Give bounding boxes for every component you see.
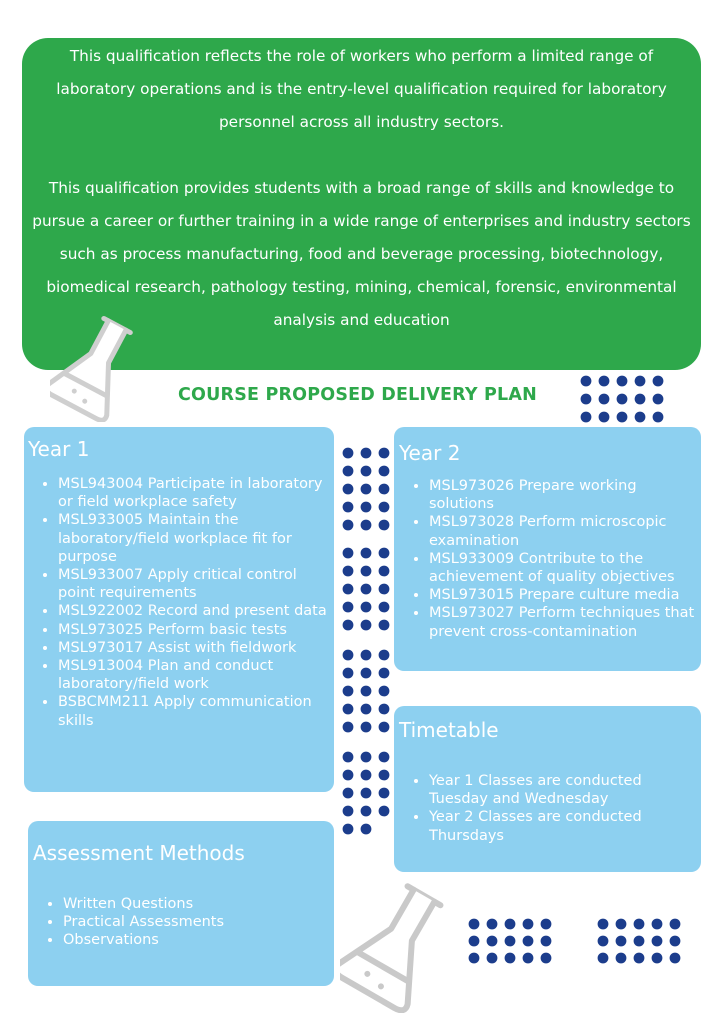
list-item: • MSL973028 Perform microscopic examination: [429, 513, 701, 549]
list-item: • BSBCMM211 Apply communication skills: [58, 693, 334, 729]
year2-card: [394, 427, 701, 671]
delivery-plan-heading: COURSE PROPOSED DELIVERY PLAN: [177, 385, 537, 405]
flask-icon: [50, 312, 140, 422]
flask-icon: [340, 878, 450, 1013]
dot-pattern: [338, 443, 394, 835]
dot-pattern: [577, 372, 669, 428]
dot-pattern: [465, 915, 557, 965]
list-item: • Written Questions: [63, 895, 334, 913]
intro-paragraph-1: This qualification reflects the role of workers who perform a limited range of laboratory operations and is the entry-level qualification required for laboratory personnel across all industry sectors.: [56, 47, 667, 131]
list-item: • MSL922002 Record and present data: [58, 602, 334, 620]
year1-card: [24, 427, 334, 792]
list-item: • MSL933005 Maintain the laboratory/field workplace fit for purpose: [58, 511, 334, 566]
list-item: • MSL973026 Prepare working solutions: [429, 477, 701, 513]
list-item: • MSL973025 Perform basic tests: [58, 621, 334, 639]
list-item: • MSL933009 Contribute to the achievement of quality objectives: [429, 550, 701, 586]
list-item: • Observations: [63, 931, 334, 949]
list-item: • Year 1 Classes are conducted Tuesday and Wednesday: [429, 772, 701, 808]
timetable-list: [399, 772, 701, 845]
intro-paragraph-2: This qualification provides students with a broad range of skills and knowledge to pursue a career or further training in a wide range of enterprises and industry sectors such as process manufacturing, food and beverage processing, biotechnology, biomedical research, pathology testing, mining, chemical, forensic, environmental analysis and education: [32, 179, 691, 329]
assessment-title: Assessment Methods: [33, 841, 245, 865]
list-item: • MSL973017 Assist with fieldwork: [58, 639, 334, 657]
timetable-title: Timetable: [399, 718, 499, 742]
dot-pattern: [594, 915, 686, 965]
assessment-card: [28, 821, 334, 986]
list-item: • Year 2 Classes are conducted Thursdays: [429, 808, 701, 844]
list-item: • Practical Assessments: [63, 913, 334, 931]
list-item: • MSL973015 Prepare culture media: [429, 586, 701, 604]
timetable-card: [394, 706, 701, 872]
year1-title: Year 1: [28, 437, 90, 461]
list-item: • MSL943004 Participate in laboratory or field workplace safety: [58, 475, 334, 511]
year2-title: Year 2: [399, 441, 461, 465]
list-item: • MSL913004 Plan and conduct laboratory/field work: [58, 657, 334, 693]
list-item: • MSL973027 Perform techniques that prevent cross-contamination: [429, 604, 701, 640]
year1-unit-list: [28, 475, 334, 730]
year2-unit-list: [399, 477, 701, 641]
assessment-list: [33, 895, 334, 950]
list-item: • MSL933007 Apply critical control point requirements: [58, 566, 334, 602]
